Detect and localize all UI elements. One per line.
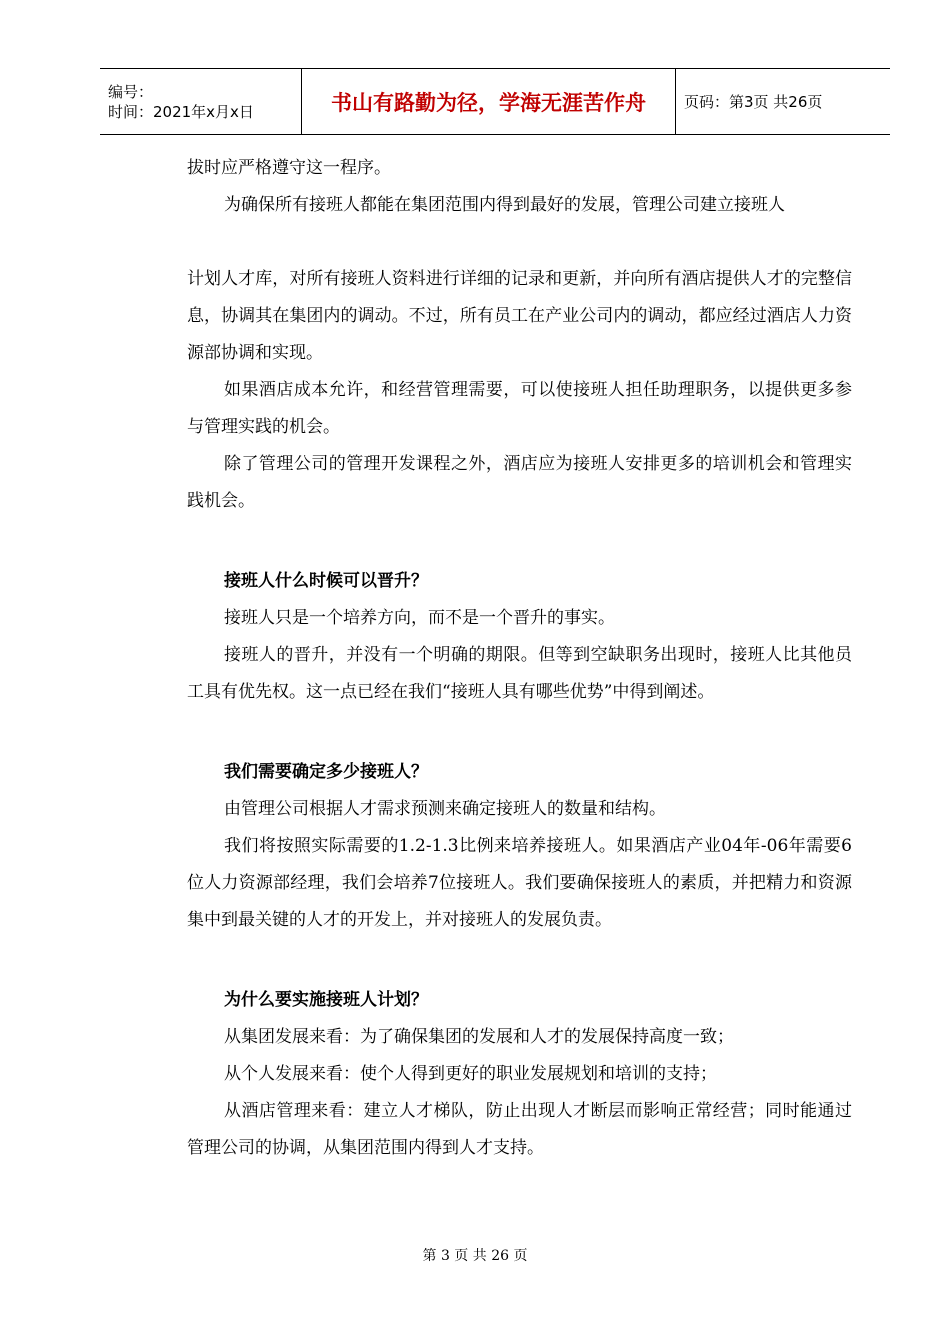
section-heading: 接班人什么时候可以晋升？	[224, 571, 428, 591]
paragraph: 由管理公司根据人才需求预测来确定接班人的数量和结构。	[224, 799, 666, 819]
paragraph: 接班人只是一个培养方向，而不是一个晋升的事实。	[224, 608, 615, 628]
paragraph: 如果酒店成本允许，和经营管理需要，可以使接班人担任助理职务，以提供更多参与管理实践的机会。	[187, 380, 852, 437]
spacer	[187, 711, 852, 754]
number-label: 编号：	[108, 82, 154, 101]
header-page-info: 页码：第3页 共26页	[684, 93, 823, 111]
paragraph: 接班人的晋升，并没有一个明确的期限。但等到空缺职务出现时，接班人比其他员工具有优先权。这一点已经在我们“接班人具有哪些优势”中得到阐述。	[187, 645, 852, 702]
page-footer: 第 3 页 共 26 页	[422, 1248, 528, 1264]
paragraph: 拔时应严格遵守这一程序。	[187, 158, 391, 178]
section-heading: 为什么要实施接班人计划？	[224, 990, 428, 1010]
paragraph: 从个人发展来看：使个人得到更好的职业发展规划和培训的支持；	[224, 1064, 717, 1084]
paragraph: 从酒店管理来看：建立人才梯队，防止出现人才断层而影响正常经营；同时能通过管理公司的协调，从集团范围内得到人才支持。	[187, 1101, 852, 1158]
spacer	[187, 224, 852, 261]
paragraph: 从集团发展来看：为了确保集团的发展和人才的发展保持高度一致；	[224, 1027, 734, 1047]
paragraph: 除了管理公司的管理开发课程之外，酒店应为接班人安排更多的培训机会和管理实践机会。	[187, 454, 852, 511]
date-label: 时间：2021年x月x日	[108, 102, 254, 121]
paragraph: 为确保所有接班人都能在集团范围内得到最好的发展，管理公司建立接班人	[224, 195, 785, 215]
header-meta	[100, 69, 302, 134]
paragraph: 计划人才库，对所有接班人资料进行详细的记录和更新，并向所有酒店提供人才的完整信息，协调其在集团内的调动。不过，所有员工在产业公司内的调动，都应经过酒店人力资源部协调和实现。	[187, 269, 852, 363]
page-header	[100, 68, 890, 135]
section-heading: 我们需要确定多少接班人？	[224, 762, 428, 782]
spacer	[187, 939, 852, 982]
header-motto: 书山有路勤为径，学海无涯苦作舟	[302, 69, 676, 134]
paragraph: 我们将按照实际需要的1.2-1.3比例来培养接班人。如果酒店产业04年-06年需要6位人力资源部经理，我们会培养7位接班人。我们要确保接班人的素质，并把精力和资源集中到最关键的人才的开发上，并对接班人的发展负责。	[187, 836, 852, 930]
document-body	[187, 150, 852, 1167]
spacer	[187, 520, 852, 563]
